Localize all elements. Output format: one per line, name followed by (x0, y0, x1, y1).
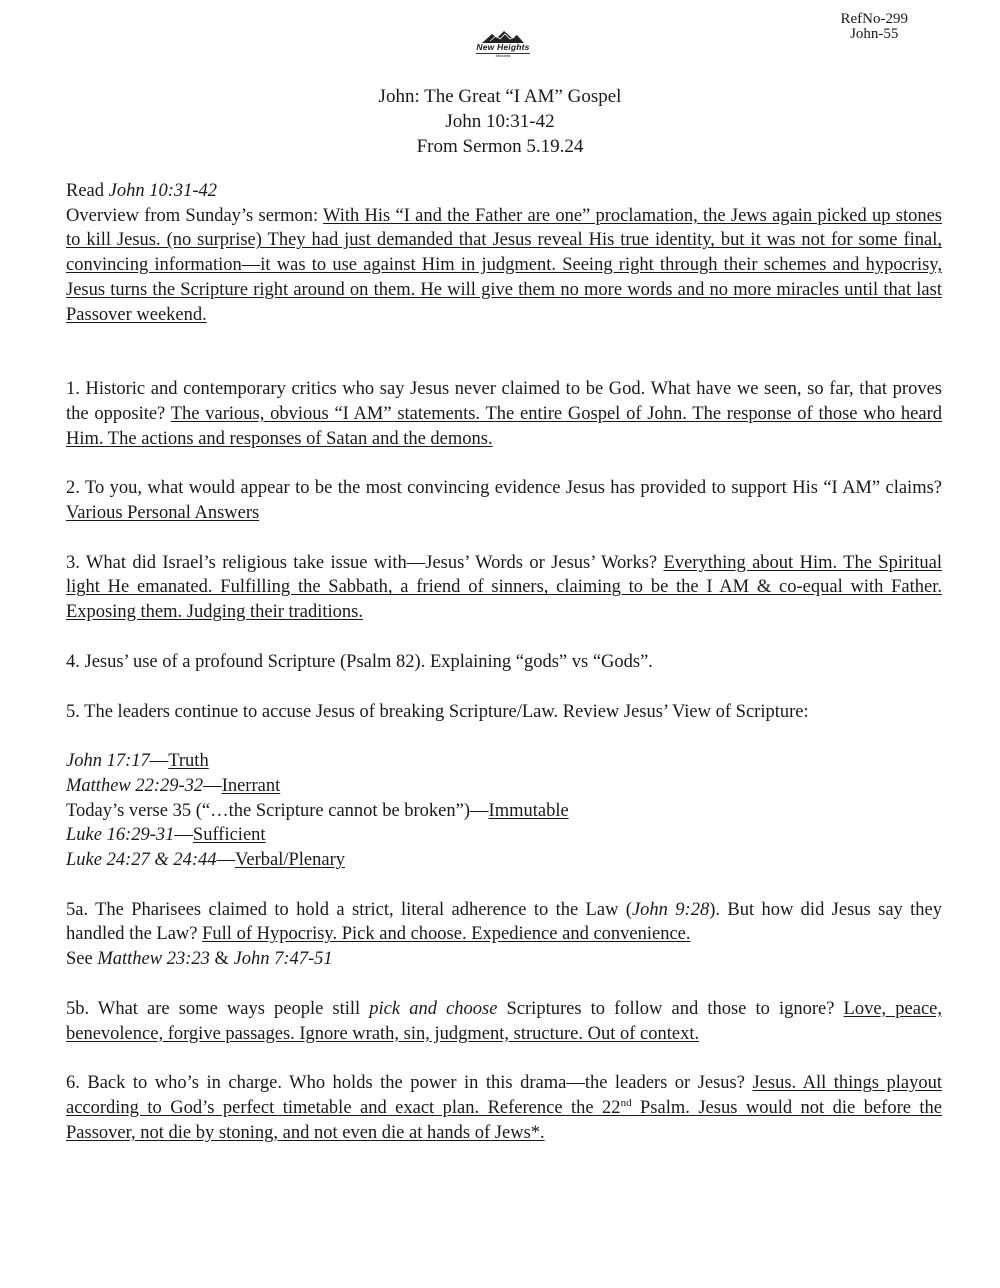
ordinal-suffix: nd (620, 1096, 632, 1109)
verse-answer: Verbal/Plenary (235, 850, 345, 871)
question-3-text: 3. What did Israel’s religious take issue with—Jesus’ Words or Jesus’ Works? (66, 552, 664, 573)
question-2-text: 2. To you, what would appear to be the most convincing evidence Jesus has provided to support His “I AM” claims? (66, 478, 942, 499)
verse-dash: — (216, 850, 236, 871)
read-label: Read (66, 181, 109, 201)
new-heights-logo (472, 30, 534, 64)
question-3-answer: Everything about Him. The Spiritual light He emanated. Fulfilling the Sabbath, a friend of sinners, claiming to be the I AM & co-equal with Father. Exposing them. Judging their traditions. (66, 552, 943, 623)
logo-name: New Heights (476, 42, 530, 52)
question-5b-text-cont: Scriptures to follow and those to ignore? (497, 998, 844, 1019)
question-6 (66, 1071, 942, 1145)
question-5a-ref: John 9:28 (631, 899, 710, 920)
question-5a-text-cont: ). But how did Jesus say they handled the Law? (66, 899, 942, 945)
spacer (66, 451, 942, 476)
verse-ref: Luke 16:29-31 (66, 825, 175, 846)
question-5a (66, 898, 942, 947)
verse-item (66, 749, 942, 774)
spacer (66, 327, 942, 377)
question-5 (66, 700, 942, 725)
verse-text: Today’s verse 35 (“…the Scripture cannot be broken”) (66, 800, 471, 821)
spacer (66, 972, 942, 997)
see-ref-1: Matthew 23:23 (97, 949, 210, 970)
verse-ref: John 17:17 (66, 751, 150, 772)
spacer (66, 873, 942, 898)
question-5a-answer: Full of Hypocrisy. Pick and choose. Expedience and convenience. (202, 924, 691, 945)
question-5b-emphasis: pick and choose (369, 998, 498, 1019)
lesson-header (0, 84, 1000, 159)
verse-answer: Immutable (488, 800, 569, 821)
verse-dash: — (470, 800, 489, 821)
verse-item (66, 774, 942, 799)
question-5b (66, 997, 942, 1046)
ref-series-line: John-55 (850, 26, 899, 42)
question-6-answer-part: Psalm. Jesus would not die before the Passover, not die by stoning, and not even die at hands of Jews*. (66, 1097, 943, 1143)
verse-answer: Inerrant (221, 775, 281, 796)
verse-ref: Luke 24:27 & 24:44 (66, 850, 217, 871)
spacer (66, 724, 942, 749)
spacer (66, 1046, 942, 1071)
verse-item (66, 799, 942, 824)
overview-label: Overview from Sunday’s sermon: (66, 205, 324, 226)
verse-ref: Matthew 22:29-32 (66, 775, 204, 796)
question-1 (66, 377, 942, 451)
spacer (66, 526, 942, 551)
question-5a-see-also (66, 947, 942, 972)
verse-item (66, 823, 942, 848)
sermon-date: From Sermon 5.19.24 (416, 136, 584, 157)
scripture-view-list (66, 749, 942, 873)
verse-item (66, 848, 942, 873)
logo-subtitle: Ministries (495, 54, 511, 58)
question-5b-text: 5b. What are some ways people still (66, 998, 370, 1019)
read-instruction (66, 179, 942, 204)
question-5b-answer: Love, peace, benevolence, forgive passages. Ignore wrath, sin, judgment, structure. Out of context. (66, 998, 943, 1044)
verse-dash: — (203, 775, 222, 796)
reference-number (841, 12, 909, 42)
verse-dash: — (174, 825, 193, 846)
read-reference: John 10:31-42 (108, 181, 218, 201)
spacer (66, 675, 942, 700)
question-1-answer: The various, obvious “I AM” statements. The entire Gospel of John. The response of those who heard Him. The actions and responses of Satan and the demons. (66, 403, 942, 449)
question-2 (66, 476, 942, 525)
series-title: John: The Great “I AM” Gospel (378, 86, 622, 107)
question-4-text: 4. Jesus’ use of a profound Scripture (Psalm 82). Explaining “gods” vs “Gods”. (66, 651, 653, 672)
ref-number-line: RefNo-299 (840, 11, 908, 27)
question-1-text: 1. Historic and contemporary critics who say Jesus never claimed to be God. What have we seen, so far, that proves the opposite? (66, 379, 942, 424)
passage-title: John 10:31-42 (445, 111, 555, 132)
overview (66, 204, 942, 328)
verse-dash: — (149, 751, 169, 772)
question-6-text: 6. Back to who’s in charge. Who holds the power in this drama—the leaders or Jesus? (66, 1073, 753, 1094)
see-ref-2: John 7:47-51 (233, 949, 333, 970)
question-2-answer: Various Personal Answers (66, 503, 260, 524)
question-5a-text: 5a. The Pharisees claimed to hold a strict, literal adherence to the Law ( (66, 899, 632, 920)
spacer (66, 625, 942, 650)
question-4 (66, 650, 942, 675)
verse-answer: Truth (168, 751, 209, 772)
question-5-text: 5. The leaders continue to accuse Jesus of breaking Scripture/Law. Review Jesus’ View of Scripture: (66, 701, 809, 722)
overview-text: With His “I and the Father are one” proclamation, the Jews again picked up stones to kill Jesus. (no surprise) They had just demanded that Jesus reveal His true identity, but it was not for some final, convincing information—it was to use against Him in judgment. Seeing right through their schemes and hypocrisy, Jesus turns the Scripture right around on them. He will give them no more words and no more miracles until that last Passover weekend. (66, 205, 942, 325)
question-3 (66, 551, 942, 625)
verse-answer: Sufficient (192, 825, 266, 846)
see-amp: & (209, 949, 234, 970)
see-label: See (66, 949, 98, 970)
study-content (66, 179, 942, 1145)
question-6-answer-part: Jesus. All things playout according to God’s perfect timetable and exact plan. Reference the 22 (66, 1073, 942, 1118)
